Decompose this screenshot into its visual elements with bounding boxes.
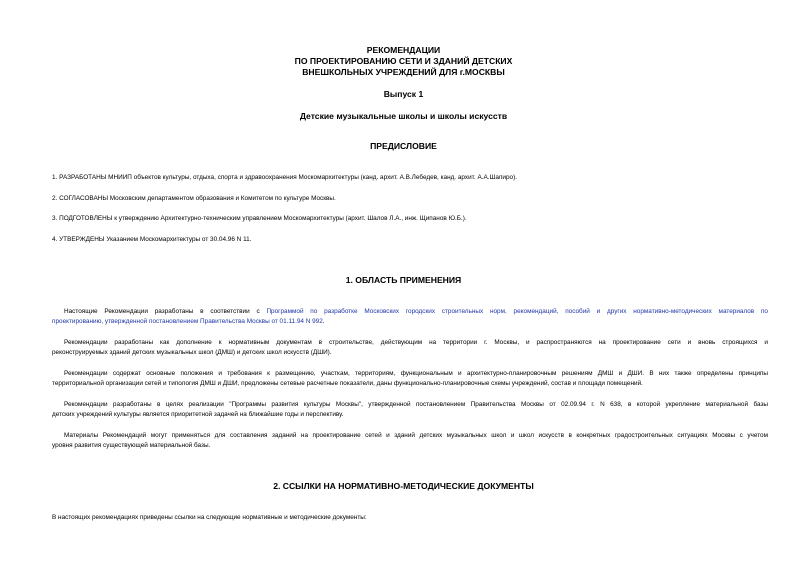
section-1-paragraph-5-line-2: уровня развития существующей материальной базы. — [52, 442, 211, 449]
preface-heading: ПРЕДИСЛОВИЕ — [370, 141, 437, 151]
doc-title-line-2: ПО ПРОЕКТИРОВАНИЮ СЕТИ И ЗДАНИЙ ДЕТСКИХ — [294, 56, 513, 66]
doc-title-line-3: ВНЕШКОЛЬНЫХ УЧРЕЖДЕНИЙ ДЛЯ г.МОСКВЫ — [302, 67, 505, 77]
section-1-paragraph-1-line-2 — [52, 316, 768, 327]
preface-item-4: 4. УТВЕРЖДЕНЫ Указанием Москомархитектуры от 30.04.96 N 11. — [52, 236, 252, 243]
section-1-paragraph-3-line-1: Рекомендации содержат основные положения и требования к размещению, участкам, территориям, функциональным и архитектурно-планировочным решениям ДМШ и ДШИ. В них также определены принципы — [64, 370, 768, 377]
issue-number: Выпуск 1 — [383, 89, 424, 99]
section-1-paragraph-3-line-2: территориальной организации сетей и типология ДМШ и ДШИ, предложены сетевые расчетные показатели, даны функционально-планировочные схемы учреждений, состав и площади помещений. — [52, 380, 643, 387]
section-2-heading: 2. ССЫЛКИ НА НОРМАТИВНО-МЕТОДИЧЕСКИЕ ДОКУМЕНТЫ — [273, 481, 534, 491]
section-1-paragraph-5-line-1: Материалы Рекомендаций могут применяться для составления заданий на проектирование сетей и зданий детских музыкальных школ и школ искусств в конкретных градостроительных ситуациях Москвы с учетом — [64, 432, 768, 439]
section-1-paragraph-2-line-2: реконструируемых зданий детских музыкальных школ (ДМШ) и детских школ искусств (ДШИ). — [52, 349, 332, 356]
preface-item-1: 1. РАЗРАБОТАНЫ МНИИП объектов культуры, отдыха, спорта и здравоохранения Москомархитектуры (канд. архит. А.В.Лебедев, канд. архит. А.А.Шапиро). — [52, 174, 517, 181]
section-1-paragraph-4-line-2: детских учреждений культуры является приоритетной задачей на ближайшие годы и перспективу. — [52, 411, 344, 418]
section-1-paragraph-2-line-1: Рекомендации разработаны как дополнение к нормативным документам в строительстве, действующим на территории г. Москвы, и распространяются на проектирование сети и вновь строящихся и — [64, 339, 768, 346]
section-1-paragraph-4-line-1: Рекомендации разработаны в целях реализации "Программы развития культуры Москвы", утвержденной постановлением Правительства Москвы от 02.09.94 г. N 638, в которой укрепление материальной базы — [64, 401, 768, 408]
section-1-heading: 1. ОБЛАСТЬ ПРИМЕНЕНИЯ — [345, 275, 462, 285]
p1-suffix: . — [322, 318, 325, 325]
doc-title-line-1: РЕКОМЕНДАЦИИ — [366, 45, 441, 55]
doc-subtitle: Детские музыкальные школы и школы искусств — [299, 111, 508, 121]
p1-prefix: Настоящие Рекомендации разработаны в соответствии с — [64, 308, 267, 315]
section-2-paragraph-1: В настоящих рекомендациях приведены ссылки на следующие нормативные и методические документы: — [52, 514, 367, 521]
preface-item-3: 3. ПОДГОТОВЛЕНЫ к утверждению Архитектурно-техническим управлением Москомархитектуры (архит. Шалов Л.А., инж. Щипанов Ю.Б.). — [52, 215, 467, 222]
preface-item-2: 2. СОГЛАСОВАНЫ Московским департаментом образования и Комитетом по культуре Москвы. — [52, 195, 336, 202]
program-link-continued[interactable]: проектированию, утвержденной постановлением Правительства Москвы от 01.11.94 N 992 — [52, 318, 323, 325]
program-link[interactable]: Программой по разработке Московских городских строительных норм, рекомендаций, пособий и других нормативно-методических материалов по — [266, 308, 768, 315]
